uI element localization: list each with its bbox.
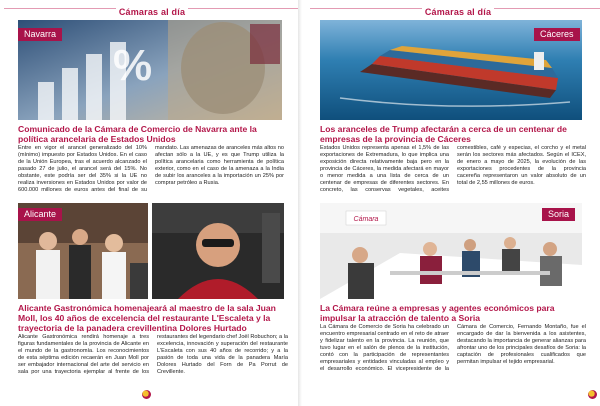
- chef-portrait-illustration: [152, 203, 284, 299]
- section-title: Cámaras al día: [424, 7, 492, 17]
- header-rule-right: [494, 8, 600, 9]
- svg-text:%: %: [113, 41, 153, 90]
- alicante-headline: Alicante Gastronómica homenajeará al maestro de la sala Juan Moll, los 40 años de excelencia del restaurante L'Escaleta y la trayectoria de la panadera crevillentina Dolores Hurtado: [18, 303, 276, 333]
- alicante-body: Alicante Gastronómica rendirá homenaje a tres figuras fundamentales de la provincia de Alicante en el mundo de la gastronomía. Los reconocimientos de esta séptima edición recaerán en Juan Moll por ser embajador internacional del arte del servicio en sala por una trayectoria ejemplar al frente de los restaurantes del legendario chef Joël Robuchon; a la excelencia, innovación y superación del restaurante L'Escaleta con sus 40 años de recorrido; y a la pasión de toda una vida de la panadera María Dolores Hurtado del Forn de Pa Porrut de Crevillente.: [18, 334, 288, 375]
- header-rule-right: [188, 8, 300, 9]
- caceres-tag: Cáceres: [534, 28, 580, 41]
- alicante-photo-portrait: [152, 203, 284, 299]
- camara-sign-text: Cámara: [353, 216, 379, 223]
- header-rule-left: [310, 8, 422, 9]
- alicante-tag: Alicante: [18, 208, 62, 221]
- header-rule-left: [4, 8, 116, 9]
- navarra-body: Entre en vigor el arancel generalizado del 10% (mínimo) impuesto por Estados Unidos. En el caso de la Unión Europea, tras el acuerdo alcanzado el pasado 27 de julio, el arancel será del 15%. No obstante, este podría ser del 35% si la UE no realiza inversiones en Estados Unidos por valor de 600.000 millones de euros antes del final de su mandato. Las amenazas de aranceles más altos no afectan sólo a la UE, y es que Trump utiliza la política arancelaria como herramienta de política exterior, como en el caso de la amenaza a la India de subir los aranceles a la importación un 25% por comprar petróleo a Rusia.: [18, 145, 284, 193]
- right-page: [310, 0, 600, 406]
- soria-headline: La Cámara reúne a empresas y agentes económicos para impulsar la atracción de talento a Soria: [320, 303, 555, 323]
- right-page-header: [310, 2, 600, 17]
- left-page: [4, 0, 300, 406]
- left-page-header: [4, 2, 300, 17]
- caceres-body: Estados Unidos representa apenas el 1,5% de las exportaciones de Extremadura, lo que implica una exposición directa relativamente baja pero en la provincia de Cáceres, la medida afectará en mayor o menor medida a una lista de cerca de un centenar de empresas de diferentes sectores. En concreto, las conservas vegetales, aceites comestibles, café y especias, el corcho y el metal serán los sectores más afectados. Según el ICEX, de enero a mayo de 2025, la evolución de las exportaciones procedentes de la provincia cacereña representaron un valor absoluto de un total de 2,55 millones de euros.: [320, 145, 586, 193]
- navarra-tag: Navarra: [18, 28, 62, 41]
- camara-logo-icon: [142, 390, 151, 399]
- caceres-headline: Los aranceles de Trump afectarán a cerca de un centenar de empresas de la provincia de Cáceres: [320, 124, 567, 144]
- navarra-headline: Comunicado de la Cámara de Comercio de Navarra ante la política arancelaria de Estados Unidos: [18, 124, 257, 144]
- camara-logo-icon: [588, 390, 597, 399]
- section-title: Cámaras al día: [118, 7, 186, 17]
- soria-body: La Cámara de Comercio de Soria ha celebrado un encuentro empresarial centrado en el reto de atraer y fidelizar talento en la provincia. La reunión, que tuvo lugar en el salón de plenos de la institución, contó con la participación de representantes empresariales y entidades vinculadas al empleo y el desarrollo económico. El vicepresidente de la Cámara de Comercio, Fernando Montaño, fue el encargado de dar la bienvenida a los asistentes, destacando la importancia de generar alianzas para afrontar uno de los principales desafíos de Soria: la captación de profesionales cualificados que permitan impulsar el tejido empresarial.: [320, 324, 586, 372]
- soria-tag: Soria: [542, 208, 575, 221]
- page-gutter: [298, 0, 302, 406]
